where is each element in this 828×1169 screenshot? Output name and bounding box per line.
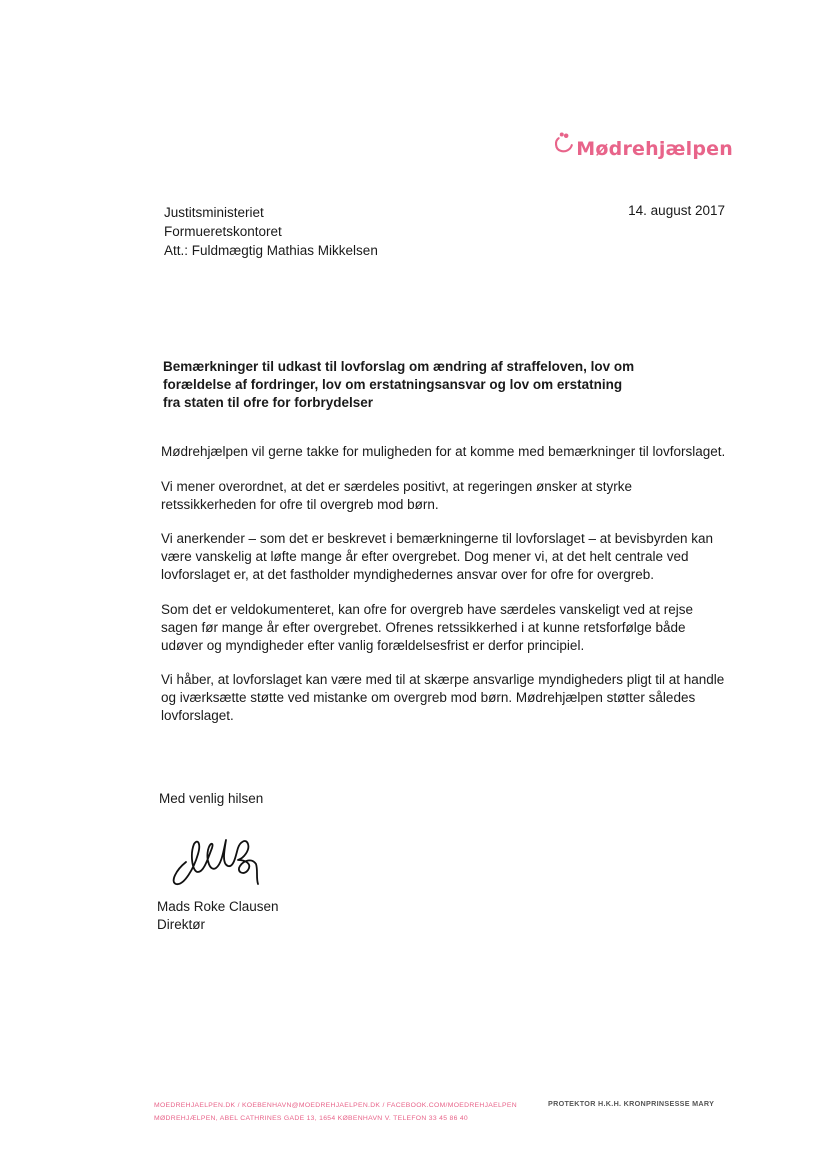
footer-patron: PROTEKTOR H.K.H. KRONPRINSESSE MARY [548,1099,715,1108]
logo-mark-icon [553,122,574,162]
footer-line: MOEDREHJAELPEN.DK / KOEBENHAVN@MOEDREHJAELPEN.DK / FACEBOOK.COM/MOEDREHJAELPEN [154,1102,517,1109]
recipient-address [164,203,378,260]
body-paragraph: Som det er veldokumenteret, kan ofre for overgreb have særdeles vanskeligt ved at rejse sagen før mange år efter overgrebet. Ofrenes retssikkerhed i at kunne retsforfølge både udøver og myndigheder efter vanlig forældelsesfrist er derfor principiel. [161,601,694,653]
subject-heading: Bemærkninger til udkast til lovforslag om ændring af straffeloven, lov om forældelse af fordringer, lov om erstatningsansvar og lov om erstatning fra staten til ofre for forbrydelser [163,359,635,410]
signer-name: Mads Roke Clausen [157,899,279,914]
closing-salutation: Med venlig hilsen [159,791,264,806]
logo-text: Mødrehjælpen [576,138,733,160]
handwritten-signature [168,828,268,890]
signer-title: Direktør [157,917,205,932]
footer-contact [154,1099,517,1125]
body-paragraph: Vi håber, at lovforslaget kan være med til at skærpe ansvarlige myndigheders pligt til at handle og iværksætte støtte ved mistanke om overgreb mod børn. Mødrehjælpen støtter således lovforslaget. [161,672,725,723]
footer-line: MØDREHJÆLPEN, ABEL CATHRINES GADE 13, 1654 KØBENHAVN V. TELEFON 33 45 86 40 [154,1115,468,1122]
recipient-line: Justitsministeriet [164,205,264,220]
letter-date: 14. august 2017 [628,203,725,218]
logo [553,117,733,167]
body-paragraph: Mødrehjælpen vil gerne takke for muligheden for at komme med bemærkninger til lovforslaget. [161,444,726,459]
letter-body [161,443,731,742]
body-paragraph: Vi anerkender – som det er beskrevet i bemærkningerne til lovforslaget – at bevisbyrden kan være vanskelig at løfte mange år efter overgrebet. Dog mener vi, at det helt centrale ved lovforslaget er, at det fastholder myndighedernes ansvar over for ofre for overgreb. [161,531,714,582]
body-paragraph: Vi mener overordnet, at det er særdeles positivt, at regeringen ønsker at styrke retssikkerheden for ofre til overgreb mod børn. [161,478,632,512]
recipient-line: Att.: Fuldmægtig Mathias Mikkelsen [164,243,378,258]
signer-block [157,898,279,934]
recipient-line: Formueretskontoret [164,224,282,239]
